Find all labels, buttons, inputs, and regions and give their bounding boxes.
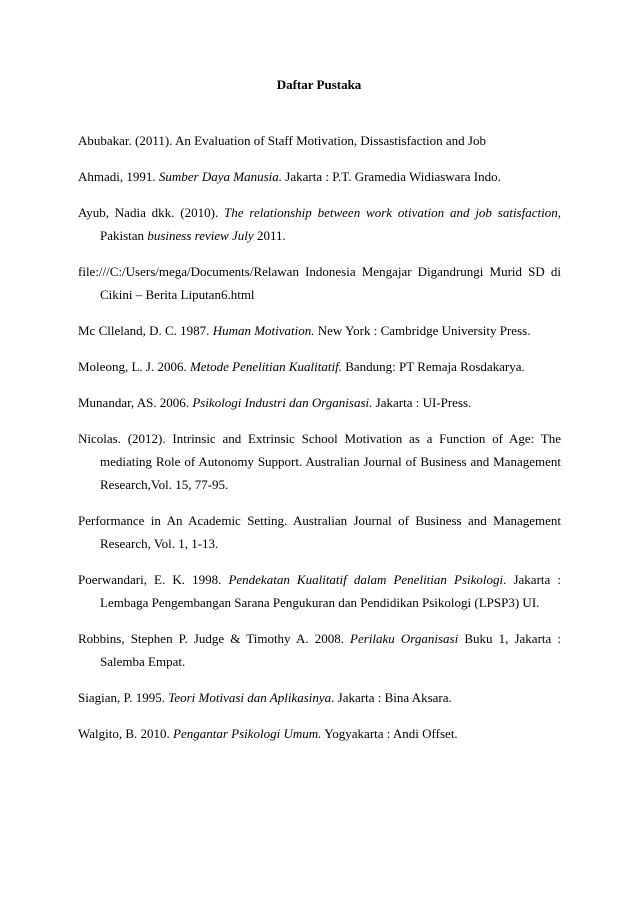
reference-entry: [78, 165, 561, 188]
reference-italic-title: business review July: [147, 228, 254, 243]
reference-italic-title: Psikologi Industri dan Organisasi.: [192, 395, 373, 410]
reference-text: Nicolas. (2012). Intrinsic and Extrinsic School Motivation as a Function of Age: The mediating Role of Autonomy Support. Australian Journal of Business and Management Research,Vol. 15, 77-95.: [78, 431, 561, 492]
reference-text: Buku 1, Jakarta : Salemba Empat.: [100, 631, 561, 669]
reference-italic-title: Metode Penelitian Kualitatif.: [189, 359, 342, 374]
reference-entry: [78, 260, 561, 306]
reference-text: Jakarta : UI-Press.: [372, 395, 472, 410]
reference-entry: [78, 627, 561, 673]
reference-italic-title: Perilaku Organisasi: [350, 631, 459, 646]
reference-text: Ayub, Nadia dkk. (2010).: [78, 205, 225, 220]
reference-entry: [78, 427, 561, 496]
reference-entry: [78, 722, 561, 745]
reference-italic-title: Human Motivation.: [212, 323, 315, 338]
reference-text: Moleong, L. J. 2006.: [78, 359, 190, 374]
reference-italic-title: The relationship between work otivation and job satisfaction,: [224, 205, 561, 220]
reference-text: Poerwandari, E. K. 1998.: [78, 572, 229, 587]
reference-text: Jakarta : P.T. Gramedia Widiaswara Indo.: [282, 169, 501, 184]
reference-italic-title: Pengantar Psikologi Umum.: [173, 726, 322, 741]
reference-entry: [78, 319, 561, 342]
reference-text: Yogyakarta : Andi Offset.: [321, 726, 458, 741]
reference-entry: [78, 201, 561, 247]
reference-entry: [78, 129, 561, 152]
reference-text: Abubakar. (2011). An Evaluation of Staff Motivation, Dissastisfaction and Job: [78, 133, 486, 148]
reference-text: . Jakarta : Lembaga Pengembangan Sarana Pengukuran dan Pendidikan Psikologi (LPSP3) UI.: [100, 572, 562, 610]
reference-text: . Jakarta : Bina Aksara.: [331, 690, 452, 705]
reference-text: Pakistan: [100, 228, 148, 243]
reference-entry: [78, 509, 561, 555]
reference-text: Robbins, Stephen P. Judge & Timothy A. 2008.: [78, 631, 351, 646]
reference-text: Siagian, P. 1995.: [78, 690, 169, 705]
reference-text: Munandar, AS. 2006.: [78, 395, 193, 410]
reference-text: file:///C:/Users/mega/Documents/Relawan Indonesia Mengajar Digandrungi Murid SD di Cikini – Berita Liputan6.html: [78, 264, 561, 302]
reference-entry: [78, 355, 561, 378]
reference-entry: [78, 568, 561, 614]
reference-italic-title: Teori Motivasi dan Aplikasinya: [168, 690, 332, 705]
reference-list: [78, 129, 561, 758]
reference-entry: [78, 391, 561, 414]
reference-text: Mc Clleland, D. C. 1987.: [78, 323, 213, 338]
reference-italic-title: Pendekatan Kualitatif dalam Penelitian Psikologi: [228, 572, 504, 587]
reference-italic-title: Sumber Daya Manusia.: [158, 169, 283, 184]
reference-text: Ahmadi, 1991.: [78, 169, 159, 184]
page-title: Daftar Pustaka: [276, 77, 362, 92]
reference-text: Bandung: PT Remaja Rosdakarya.: [341, 359, 525, 374]
reference-entry: [78, 686, 561, 709]
reference-text: New York : Cambridge University Press.: [314, 323, 531, 338]
reference-text: Performance in An Academic Setting. Australian Journal of Business and Management Research, Vol. 1, 1-13.: [78, 513, 561, 551]
reference-text: Walgito, B. 2010.: [78, 726, 174, 741]
reference-text: 2011.: [253, 228, 286, 243]
